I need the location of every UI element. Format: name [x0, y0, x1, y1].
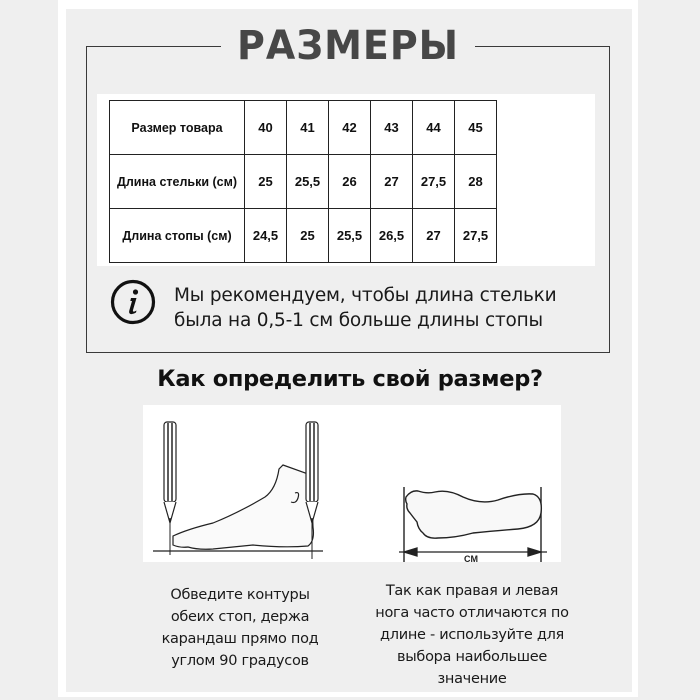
caption-line: карандаш прямо под [161, 631, 319, 647]
measurement-drawing [143, 405, 561, 562]
table-cell: 25 [287, 209, 329, 263]
right-caption [352, 580, 592, 690]
recommendation-line-2: была на 0,5-1 см больше длины стопы [174, 310, 543, 331]
left-caption [128, 584, 352, 672]
table-cell: 42 [329, 101, 371, 155]
footprint-outline-icon [404, 487, 541, 562]
caption-line: углом 90 градусов [171, 653, 309, 669]
table-cell: 26,5 [371, 209, 413, 263]
caption-line: Так как правая и левая [385, 583, 559, 599]
recommendation-text [174, 283, 594, 333]
info-icon [110, 279, 156, 325]
size-table [109, 100, 497, 263]
table-cell: 44 [413, 101, 455, 155]
table-cell: 28 [455, 155, 497, 209]
howto-heading: Как определить свой размер? [157, 366, 543, 392]
table-cell: 25,5 [287, 155, 329, 209]
page-title: РАЗМЕРЫ [237, 23, 459, 69]
caption-line: обеих стоп, держа [170, 609, 310, 625]
table-row [110, 209, 497, 263]
table-cell: 27 [371, 155, 413, 209]
measure-unit-label: CM [464, 554, 478, 562]
caption-line: значение [437, 671, 507, 687]
table-cell: 25,5 [329, 209, 371, 263]
table-row [110, 155, 497, 209]
table-cell: 27 [413, 209, 455, 263]
caption-line: нога часто отличаются по [375, 605, 569, 621]
recommendation-line-1: Мы рекомендуем, чтобы длина стельки [174, 285, 557, 306]
table-cell: 43 [371, 101, 413, 155]
caption-line: выбора наибольшее [397, 649, 547, 665]
table-cell: 45 [455, 101, 497, 155]
table-cell: 27,5 [413, 155, 455, 209]
row-label: Размер товара [110, 101, 245, 155]
table-cell: 27,5 [455, 209, 497, 263]
table-cell: 25 [245, 155, 287, 209]
caption-line: длине - используйте для [380, 627, 564, 643]
measurement-illustration [143, 405, 561, 562]
caption-line: Обведите контуры [170, 587, 310, 603]
table-cell: 40 [245, 101, 287, 155]
table-cell: 26 [329, 155, 371, 209]
table-cell: 41 [287, 101, 329, 155]
table-cell: 24,5 [245, 209, 287, 263]
table-row [110, 101, 497, 155]
row-label: Длина стельки (см) [110, 155, 245, 209]
row-label: Длина стопы (см) [110, 209, 245, 263]
foot-side-view-icon [153, 465, 323, 551]
